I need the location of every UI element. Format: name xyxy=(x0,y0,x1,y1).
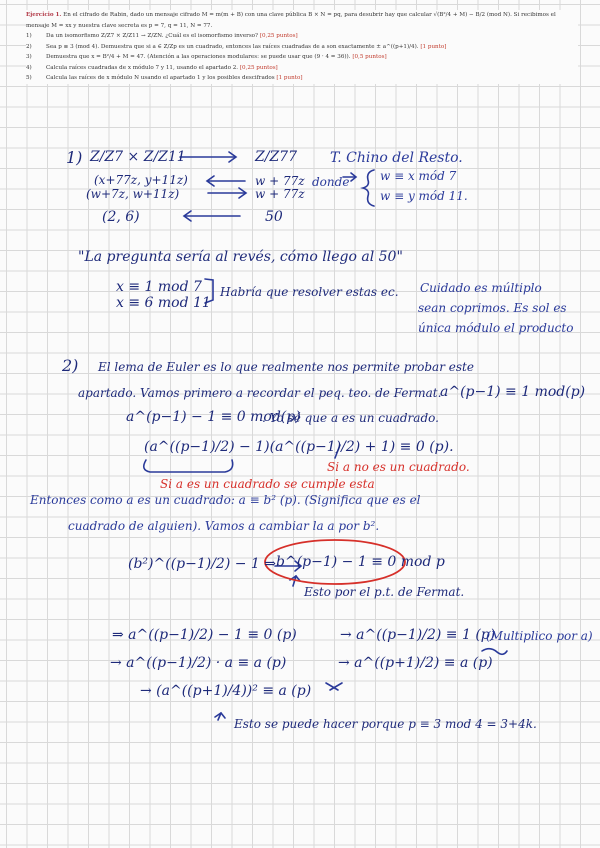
exercise-item xyxy=(26,42,578,53)
quote-note: "La pregunta sería al revés, cómo llego al 50" xyxy=(78,249,403,265)
item-points: [1 punto] xyxy=(276,75,303,81)
multiply-note: (Multiplico por a) xyxy=(486,629,593,643)
cuidado-note-3: única módulo el producto xyxy=(418,321,574,335)
section-1-label: 1) xyxy=(66,148,83,167)
fermat-statement: a^(p−1) ≡ 1 mod(p) xyxy=(440,384,586,400)
exercise-item xyxy=(26,31,578,42)
exercise-item xyxy=(26,52,578,63)
yo-se-note: . Yo sé que a es un cuadrado. xyxy=(262,411,439,425)
congruence-2: x ≡ 6 mod 11 xyxy=(116,295,211,311)
cuidado-note-2: sean coprimos. Es sol es xyxy=(418,301,567,315)
iso-image-2: w + 77z xyxy=(255,187,305,201)
result-1a: ⇒ a^((p−1)/2) − 1 ≡ 0 (p) xyxy=(112,627,297,643)
circled-fermat: b^(p−1) − 1 ≡ 0 mod p xyxy=(276,554,445,570)
iso-codomain: Z/Z77 xyxy=(255,149,297,165)
item-text: Calcula raíces cuadradas de x módulo 7 y 11, usando el apartado 2. xyxy=(46,64,239,71)
item-number: 4) xyxy=(26,64,32,71)
exercise-item xyxy=(26,73,578,84)
euler-line-1: El lema de Euler es lo que realmente nos permite probar este xyxy=(98,360,474,374)
result-1b: → a^((p−1)/2) ≡ 1 (p) xyxy=(340,627,496,643)
entonces-line: Entonces como a es un cuadrado: a ≡ b² (p). (Significa que es el xyxy=(30,493,421,507)
chinese-remainder-note: T. Chino del Resto. xyxy=(330,150,463,166)
item-text: Da un isomorfismo Z/Z7 × Z/Z11 → Z/ZN. ¿Cuál es el isomorfismo inverso? xyxy=(46,33,259,39)
exercise-intro xyxy=(26,10,578,31)
euler-line-2: apartado. Vamos primero a recordar el peq. teo. de Fermat. xyxy=(78,386,442,400)
fermat-rearranged: a^(p−1) − 1 ≡ 0 mod(p) xyxy=(126,409,301,425)
iso-pair-2: (w+7z, w+11z) xyxy=(86,187,180,201)
item-number: 1) xyxy=(26,33,32,39)
item-number: 3) xyxy=(26,54,32,60)
exercise-statement xyxy=(26,10,578,84)
item-text: Sea p ≡ 3 (mod 4). Demuestra que si a ∈ Z/Zp es un cuadrado, entonces las raíces cuadradas de a son exactamente ± a^((p+1)/4). xyxy=(46,43,419,50)
final-justification: Esto se puede hacer porque p ≡ 3 mod 4 = 3+4k. xyxy=(234,717,537,731)
example-pair: (2, 6) xyxy=(102,209,140,225)
cuidado-note-1: Cuidado es múltiplo xyxy=(420,281,542,295)
item-number: 5) xyxy=(26,75,32,81)
habria-note: Habría que resolver estas ec. xyxy=(220,285,399,299)
example-fifty: 50 xyxy=(265,209,283,225)
item-number: 2) xyxy=(26,43,32,50)
result-2a: → a^((p−1)/2) · a ≡ a (p) xyxy=(110,655,287,671)
item-points: [1 punto] xyxy=(420,43,447,50)
iso-image-1: w + 77z xyxy=(255,174,305,188)
system-eq-2: w ≡ y mód 11. xyxy=(380,189,468,203)
item-points: [0,25 puntos] xyxy=(239,64,278,71)
iso-domain: Z/Z7 × Z/Z11 xyxy=(90,149,186,165)
item-points: [0,5 puntos] xyxy=(352,54,387,60)
item-text: Demuestra que x = B²/4 + M = 47. (Atención a las operaciones modulares: se puede usar que (9 · 4 = 36)). xyxy=(46,54,351,60)
cuadrado-line: cuadrado de alguien). Vamos a cambiar la a por b². xyxy=(68,519,380,533)
is-square-note: Si a es un cuadrado se cumple esta xyxy=(160,477,375,491)
b-squared-expr: (b²)^((p−1)/2) − 1 ⇒ xyxy=(128,556,277,572)
exercise-intro-text: En el cifrado de Rabin, dado un mensaje cifrado M = m(m + B) con una clave pública B × N = pq, para desubrir hay que calcular √(B²/4 + M) − B/2 (mod N). Si recibimos el mensaje M = xx y nuestra clave secreta es p = 7, q = 11, N = 77. xyxy=(26,12,556,29)
item-points: [0,25 puntos] xyxy=(259,33,298,39)
not-square-note: Si a no es un cuadrado. xyxy=(327,460,470,474)
fermat-justification: Esto por el p.t. de Fermat. xyxy=(304,585,465,599)
iso-pair-1: (x+77z, y+11z) xyxy=(94,173,188,187)
factorization: (a^((p−1)/2) − 1)(a^((p−1)/2) + 1) ≡ 0 (p). xyxy=(144,439,454,455)
system-eq-1: w ≡ x mód 7 xyxy=(380,169,457,183)
exercise-item xyxy=(26,63,578,74)
section-2-label: 2) xyxy=(62,356,79,375)
result-final: → (a^((p+1)/4))² ≡ a (p) xyxy=(140,683,312,699)
item-text: Calcula las raíces de x módulo N usando el apartado 1 y los posibles descifrados xyxy=(46,75,275,81)
donde-word: donde xyxy=(312,175,350,189)
result-2b: → a^((p+1)/2) ≡ a (p) xyxy=(338,655,493,671)
exercise-title: Ejercicio 1. xyxy=(26,12,62,18)
congruence-1: x ≡ 1 mod 7 xyxy=(116,279,202,295)
